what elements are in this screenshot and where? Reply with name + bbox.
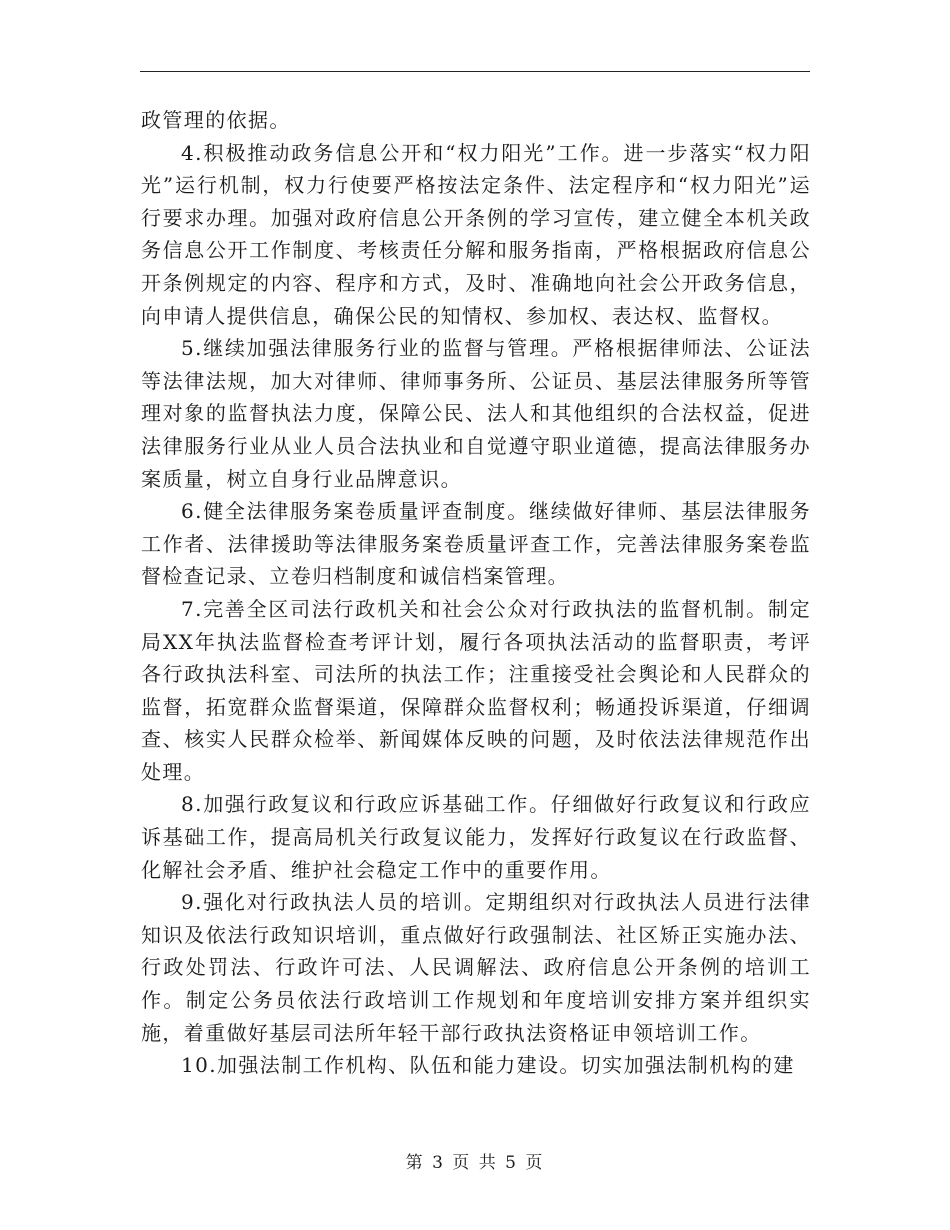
- document-body: [141, 104, 811, 1082]
- paragraph-continuation: 政管理的依据。: [141, 108, 291, 132]
- paragraph-item-8: 8.加强行政复议和行政应诉基础工作。仔细做好行政复议和行政应诉基础工作，提高局机关行政复议能力，发挥好行政复议在行政监督、化解社会矛盾、维护社会稳定工作中的重要作用。: [141, 792, 811, 882]
- paragraph-item-5: 5.继续加强法律服务行业的监督与管理。严格根据律师法、公证法等法律法规，加大对律师、律师事务所、公证员、基层法律服务所等管理对象的监督执法力度，保障公民、法人和其他组织的合法权益，促进法律服务行业从业人员合法执业和自觉遵守职业道德，提高法律服务办案质量，树立自身行业品牌意识。: [141, 336, 811, 491]
- paragraph-item-10: 10.加强法制工作机构、队伍和能力建设。切实加强法制机构的建: [181, 1053, 795, 1078]
- paragraph-item-4: 4.积极推动政务信息公开和“权力阳光”工作。进一步落实“权力阳光”运行机制，权力行使要严格按法定条件、法定程序和“权力阳光”运行要求办理。加强对政府信息公开条例的学习宣传，建立健全本机关政务信息公开工作制度、考核责任分解和服务指南，严格根据政府信息公开条例规定的内容、程序和方式，及时、准确地向社会公开政务信息，向申请人提供信息，确保公民的知情权、参加权、表达权、监督权。: [141, 140, 811, 328]
- paragraph-item-9: 9.强化对行政执法人员的培训。定期组织对行政执法人员进行法律知识及依法行政知识培训，重点做好行政强制法、社区矫正实施办法、行政处罚法、行政许可法、人民调解法、政府信息公开条例的培训工作。制定公务员依法行政培训工作规划和年度培训安排方案并组织实施，着重做好基层司法所年轻干部行政执法资格证申领培训工作。: [141, 890, 811, 1045]
- paragraph-item-7: 7.完善全区司法行政机关和社会公众对行政执法的监督机制。制定局XX年执法监督检查考评计划，履行各项执法活动的监督职责，考评各行政执法科室、司法所的执法工作；注重接受社会舆论和人民群众的监督，拓宽群众监督渠道，保障群众监督权利；畅通投诉渠道，仔细调查、核实人民群众检举、新闻媒体反映的问题，及时依法法律规范作出处理。: [141, 596, 811, 784]
- page-footer: 第 3 页 共 5 页: [405, 1153, 545, 1173]
- header-rule: [140, 71, 810, 72]
- paragraph-item-6: 6.健全法律服务案卷质量评查制度。继续做好律师、基层法律服务工作者、法律援助等法律服务案卷质量评查工作，完善法律服务案卷监督检查记录、立卷归档制度和诚信档案管理。: [141, 499, 811, 589]
